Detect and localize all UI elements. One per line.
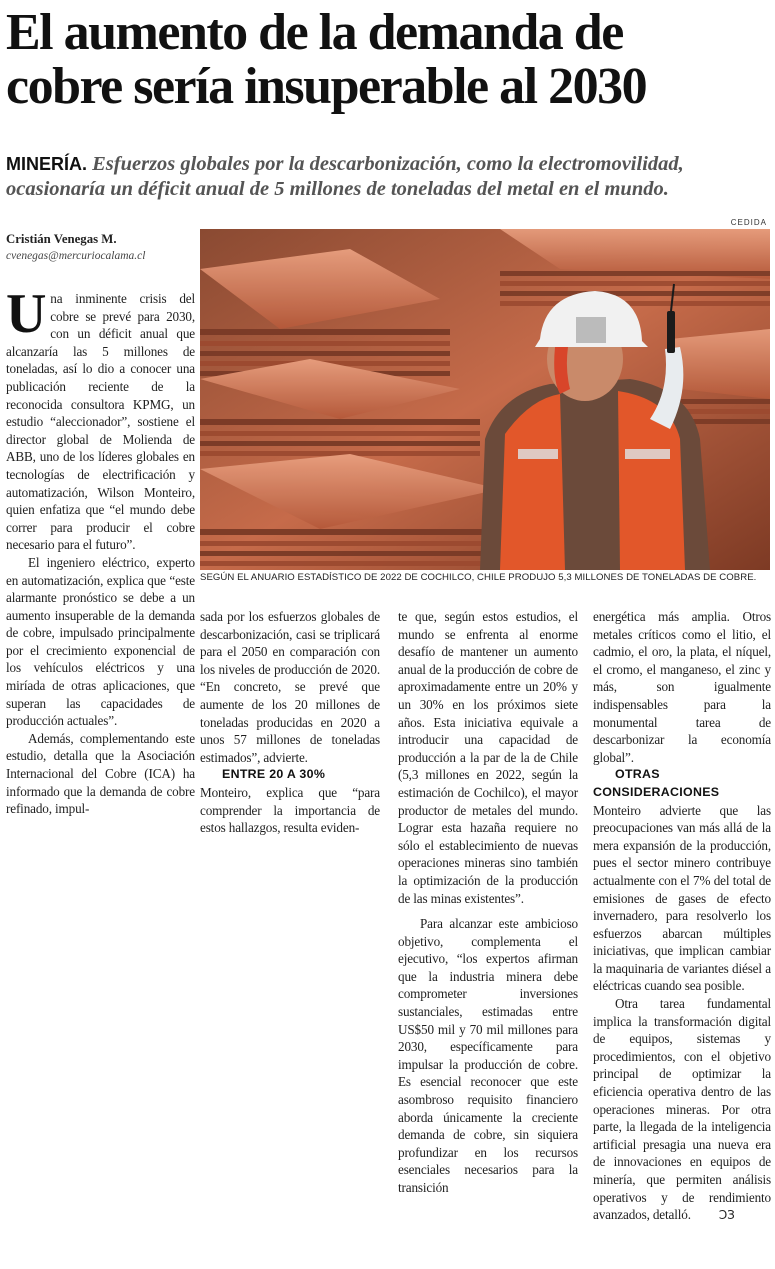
paragraph: Para alcanzar este ambicioso objetivo, complementa el ejecutivo, “los expertos afirman que la industria minera debe comprometer inversiones sustanciales, estimadas entre US$50 mil y 70 mil millones para 2030, específicamente para impulsar la producción de cobre. Es esencial reconocer que este asombroso requisito financiero aborda únicamente la creciente demanda de cobre, sin siquiera profundizar en los recursos esenciales necesarios para la transición: [398, 916, 578, 1195]
end-mark-icon: ↃЗ: [718, 1208, 735, 1223]
headline-line-2: cobre sería insuperable al 2030: [6, 58, 647, 115]
byline-email: cvenegas@mercuriocalama.cl: [6, 250, 146, 262]
article-column-2: [200, 608, 380, 837]
paragraph: [6, 283, 195, 554]
article-photo: [200, 229, 770, 570]
subheading: ENTRE 20 A 30%: [222, 767, 326, 782]
paragraph: Monteiro, explica que “para comprender la importancia de estos hallazgos, resulta eviden-: [200, 784, 380, 836]
deck-kicker: MINERÍA.: [6, 154, 87, 174]
deck-text: Esfuerzos globales por la descarbonización, como la electromovilidad, ocasionaría un déficit anual de 5 millones de toneladas del metal en el mundo.: [6, 153, 684, 200]
paragraph-text: na inminente crisis del cobre se prevé para 2030, con un déficit anual que alcanzaría las 5 millones de toneladas, así lo dio a conocer una publicación reciente de la reconocida consultora KPMG, un estudio “aleccionador”, sostiene el director global de Molienda de ABB, uno de los líderes globales en tecnologías de electrificación y automatización, Wilson Monteiro, quien enfatiza que “el mundo debe correr para producir el cobre necesario para el futuro”.: [6, 291, 195, 553]
paragraph-text: Otra tarea fundamental implica la transformación digital de equipos, sistemas y procedimientos, con el objetivo principal de optimizar la eficiencia operativa dentro de las operaciones mineras. Por otra parte, la llegada de la inteligencia artificial presagia una nueva era de innovaciones en equipos de minería, que permiten análisis operativos y de rendimiento avanzados, detalló.: [593, 996, 771, 1223]
paragraph: Monteiro advierte que las preocupaciones van más allá de la mera expansión de la producción, pues el sector minero contribuye actualmente con el 7% del total de emisiones de gases de efecto invernadero, para resolverlo los esfuerzos abarcan múltiples iniciativas, que implican cambiar la maquinaria de variantes diésel a eléctricas cuando sea posible.: [593, 802, 771, 994]
photo-caption: SEGÚN EL ANUARIO ESTADÍSTICO DE 2022 DE COCHILCO, CHILE PRODUJO 5,3 MILLONES DE TONELADAS DE COBRE.: [200, 572, 757, 583]
subheading: OTRAS CONSIDERACIONES: [593, 767, 720, 799]
paragraph: sada por los esfuerzos globales de descarbonización, casi se triplicará para el 2050 en comparación con los niveles de producción de 2020. “En concreto, se prevé que aumente de los 20 millones de toneladas producidas en 2020 a unos 57 millones de toneladas estimados”, advierte.: [200, 609, 380, 765]
article-column-4: [593, 608, 771, 1225]
photo-credit: CEDIDA: [730, 218, 767, 227]
article-column-3: [398, 608, 578, 1197]
byline-author: Cristián Venegas M.: [6, 232, 117, 246]
byline: [6, 232, 194, 262]
drop-cap: U: [6, 283, 47, 345]
deck: [6, 152, 771, 202]
headline-line-1: El aumento de la demanda de: [6, 4, 623, 61]
paragraph: te que, según estos estudios, el mundo se enfrenta al enorme desafío de mantener un aumento anual de la producción de cobre de aproximadamente entre un 20% y un 30% en los próximos siete años. Esta iniciativa equivale a introducir una capacidad de producción a la par de la de Chile (5,3 millones en 2022, según la estimación de Cochilco), el mayor productor de metales del mundo. Lograr esta hazaña requiere no sólo el establecimiento de nuevas operaciones mineras sino también la optimización de la producción de las minas existentes”.: [398, 609, 578, 906]
paragraph: energética más amplia. Otros metales críticos como el litio, el cadmio, el oro, la plata, el níquel, el cromo, el manganeso, el zinc y más, son igualmente indispensables para la monumental tarea de descarbonizar la economía global”.: [593, 609, 771, 765]
copper-worker-illustration: [200, 229, 770, 570]
paragraph: El ingeniero eléctrico, experto en automatización, explica que “este alarmante pronóstico se debe a un aumento insuperable de la demanda de cobre, impulsado principalmente por el crecimiento exponencial de los vehículos eléctricos y una miríada de otras aplicaciones, que superan las capacidades de producción actuales”.: [6, 554, 195, 729]
paragraph: [593, 995, 771, 1225]
headline: [6, 6, 771, 114]
paragraph: Además, complementando este estudio, detalla que la Asociación Internacional del Cobre (ICA) ha informado que la demanda de cobre refinado, impul-: [6, 730, 195, 817]
article-column-1: [6, 283, 195, 818]
